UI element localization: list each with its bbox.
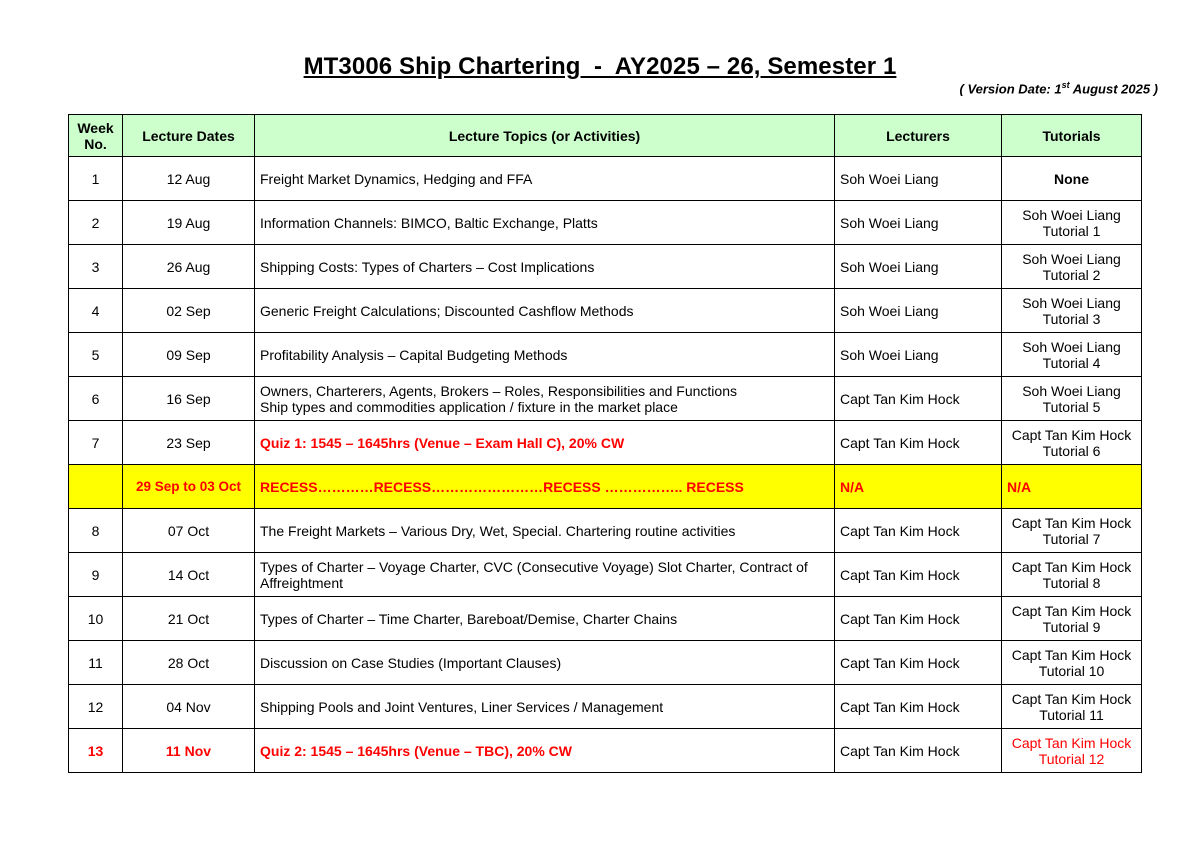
date-cell: 11 Nov — [123, 729, 255, 773]
topic-cell: The Freight Markets – Various Dry, Wet, Special. Chartering routine activities — [255, 509, 835, 553]
tutorial-number: Tutorial 1 — [1042, 222, 1101, 239]
tutorial-tutor: Soh Woei Liang — [1022, 294, 1121, 311]
quiz-topic-cell: Quiz 2: 1545 – 1645hrs (Venue – TBC), 20% CW — [255, 729, 835, 773]
date-cell: 02 Sep — [123, 289, 255, 333]
table-row — [69, 509, 1142, 553]
lecturer-cell: Capt Tan Kim Hock — [835, 421, 1002, 465]
tutorial-cell — [1002, 421, 1142, 465]
lecturer-cell: Capt Tan Kim Hock — [835, 597, 1002, 641]
table-row — [69, 245, 1142, 289]
date-cell: 16 Sep — [123, 377, 255, 421]
week-cell: 9 — [69, 553, 123, 597]
lecturer-cell: Soh Woei Liang — [835, 333, 1002, 377]
week-cell: 3 — [69, 245, 123, 289]
tutorial-cell: None — [1002, 157, 1142, 201]
tutorial-tutor: Soh Woei Liang — [1022, 338, 1121, 355]
date-cell: 14 Oct — [123, 553, 255, 597]
topic-cell: Discussion on Case Studies (Important Clauses) — [255, 641, 835, 685]
tutorial-number: Tutorial 5 — [1042, 398, 1101, 415]
topic-cell: Freight Market Dynamics, Hedging and FFA — [255, 157, 835, 201]
header-dates: Lecture Dates — [123, 115, 255, 157]
week-cell: 11 — [69, 641, 123, 685]
week-cell: 1 — [69, 157, 123, 201]
recess-row — [69, 465, 1142, 509]
table-row — [69, 333, 1142, 377]
tutorial-number: Tutorial 4 — [1042, 354, 1101, 371]
topic-cell: Generic Freight Calculations; Discounted Cashflow Methods — [255, 289, 835, 333]
date-cell: 09 Sep — [123, 333, 255, 377]
recess-lecturer-cell: N/A — [835, 465, 1002, 509]
topic-cell: Information Channels: BIMCO, Baltic Exchange, Platts — [255, 201, 835, 245]
tutorial-number: Tutorial 2 — [1042, 266, 1101, 283]
tutorial-cell — [1002, 597, 1142, 641]
header-week — [69, 115, 123, 157]
topic-cell: Shipping Pools and Joint Ventures, Liner Services / Management — [255, 685, 835, 729]
week-cell: 10 — [69, 597, 123, 641]
week-cell: 8 — [69, 509, 123, 553]
tutorial-cell — [1002, 509, 1142, 553]
lecturer-cell: Soh Woei Liang — [835, 157, 1002, 201]
version-suffix: August 2025 ) — [1069, 81, 1158, 97]
header-lecturers: Lecturers — [835, 115, 1002, 157]
version-prefix: ( Version Date: 1 — [959, 81, 1062, 97]
week-cell: 12 — [69, 685, 123, 729]
topic-cell: Profitability Analysis – Capital Budgeting Methods — [255, 333, 835, 377]
tutorial-cell — [1002, 289, 1142, 333]
tutorial-tutor: Soh Woei Liang — [1022, 250, 1121, 267]
tutorial-tutor: Capt Tan Kim Hock — [1011, 514, 1132, 531]
header-week-line1: Week — [77, 119, 114, 136]
table-row — [69, 641, 1142, 685]
table-row — [69, 201, 1142, 245]
tutorial-number: Tutorial 10 — [1038, 662, 1105, 679]
tutorial-tutor: Capt Tan Kim Hock — [1011, 734, 1132, 751]
table-row — [69, 289, 1142, 333]
tutorial-cell — [1002, 729, 1142, 773]
topic-cell — [255, 377, 835, 421]
tutorial-tutor: Soh Woei Liang — [1022, 382, 1121, 399]
date-cell: 04 Nov — [123, 685, 255, 729]
date-cell: 28 Oct — [123, 641, 255, 685]
week-cell: 5 — [69, 333, 123, 377]
tutorial-cell — [1002, 333, 1142, 377]
tutorial-tutor: Soh Woei Liang — [1022, 206, 1121, 223]
table-row — [69, 157, 1142, 201]
topic-cell: Types of Charter – Voyage Charter, CVC (Consecutive Voyage) Slot Charter, Contract of Affreightment — [255, 553, 835, 597]
tutorial-number: Tutorial 11 — [1039, 706, 1104, 723]
tutorial-cell — [1002, 641, 1142, 685]
header-week-line2: No. — [84, 135, 107, 152]
lecturer-cell: Capt Tan Kim Hock — [835, 553, 1002, 597]
lecturer-cell: Soh Woei Liang — [835, 201, 1002, 245]
recess-topic-cell: RECESS…………RECESS……………………RECESS …………….. RECESS — [255, 465, 835, 509]
week-cell: 13 — [69, 729, 123, 773]
date-cell: 26 Aug — [123, 245, 255, 289]
tutorial-number: Tutorial 9 — [1042, 618, 1101, 635]
tutorial-tutor: Capt Tan Kim Hock — [1011, 558, 1132, 575]
tutorial-cell — [1002, 685, 1142, 729]
version-sup: st — [1061, 80, 1070, 90]
date-cell: 07 Oct — [123, 509, 255, 553]
tutorial-cell — [1002, 245, 1142, 289]
tutorial-number: Tutorial 7 — [1042, 530, 1101, 547]
table-row — [69, 553, 1142, 597]
week-cell: 4 — [69, 289, 123, 333]
lecturer-cell: Capt Tan Kim Hock — [835, 685, 1002, 729]
lecturer-cell: Capt Tan Kim Hock — [835, 377, 1002, 421]
week-cell: 2 — [69, 201, 123, 245]
lecturer-cell: Capt Tan Kim Hock — [835, 729, 1002, 773]
date-cell: 21 Oct — [123, 597, 255, 641]
recess-tutorial-cell: N/A — [1002, 465, 1142, 509]
week-cell — [69, 465, 123, 509]
tutorial-number: Tutorial 12 — [1038, 750, 1105, 767]
quiz-topic-cell: Quiz 1: 1545 – 1645hrs (Venue – Exam Hall C), 20% CW — [255, 421, 835, 465]
table-row — [69, 729, 1142, 773]
table-row — [69, 421, 1142, 465]
schedule-table — [68, 114, 1142, 773]
header-topics: Lecture Topics (or Activities) — [255, 115, 835, 157]
table-row — [69, 377, 1142, 421]
topic-cell: Types of Charter – Time Charter, Bareboat/Demise, Charter Chains — [255, 597, 835, 641]
week-cell: 7 — [69, 421, 123, 465]
tutorial-tutor: Capt Tan Kim Hock — [1011, 602, 1132, 619]
tutorial-number: Tutorial 8 — [1042, 574, 1101, 591]
page-title: MT3006 Ship Chartering - AY2025 – 26, Semester 1 — [303, 53, 897, 80]
date-cell: 19 Aug — [123, 201, 255, 245]
lecturer-cell: Capt Tan Kim Hock — [835, 509, 1002, 553]
tutorial-tutor: Capt Tan Kim Hock — [1011, 646, 1132, 663]
tutorial-cell — [1002, 201, 1142, 245]
date-cell: 23 Sep — [123, 421, 255, 465]
topic-cell: Shipping Costs: Types of Charters – Cost Implications — [255, 245, 835, 289]
version-date — [960, 80, 1159, 96]
recess-date-cell: 29 Sep to 03 Oct — [123, 465, 255, 509]
topic-line: Owners, Charterers, Agents, Brokers – Roles, Responsibilities and Functions — [260, 382, 737, 399]
lecturer-cell: Capt Tan Kim Hock — [835, 641, 1002, 685]
header-tutorials: Tutorials — [1002, 115, 1142, 157]
lecturer-cell: Soh Woei Liang — [835, 245, 1002, 289]
tutorial-cell — [1002, 553, 1142, 597]
date-cell: 12 Aug — [123, 157, 255, 201]
header-row — [69, 115, 1142, 157]
tutorial-tutor: Capt Tan Kim Hock — [1011, 426, 1132, 443]
topic-line: Ship types and commodities application / fixture in the market place — [260, 398, 678, 415]
table-row — [69, 597, 1142, 641]
table-row — [69, 685, 1142, 729]
lecturer-cell: Soh Woei Liang — [835, 289, 1002, 333]
tutorial-number: Tutorial 3 — [1042, 310, 1101, 327]
week-cell: 6 — [69, 377, 123, 421]
tutorial-number: Tutorial 6 — [1042, 442, 1101, 459]
tutorial-tutor: Capt Tan Kim Hock — [1011, 690, 1132, 707]
tutorial-cell — [1002, 377, 1142, 421]
